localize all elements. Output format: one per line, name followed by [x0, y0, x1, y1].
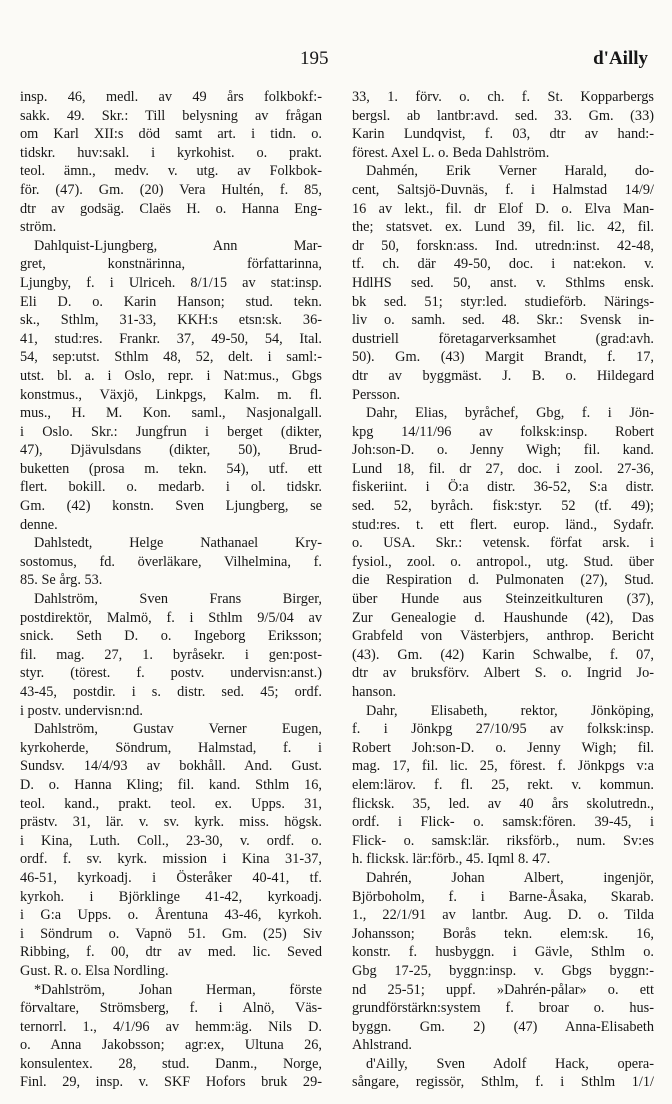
text-line: fiskeriint. i Ö:a distr. 36-52, S:a distr. [352, 479, 654, 496]
text-line: 46-51, kyrkoadj. i Österåker 40-41, tf. [20, 869, 322, 886]
text-line: i postv. undervisn:nd. [20, 702, 143, 719]
text-line: o. Anna Jakobsson; agr:ex, Ultuna 26, [20, 1037, 322, 1054]
text-line: h. flicksk. lär:förb., 45. Iqml 8. 47. [352, 851, 551, 868]
text-line: 54, sep:utst. Sthlm 48, 52, delt. i saml:- [20, 349, 322, 366]
text-line: ordf. i Flick- o. samsk:fören. 39-45, i [352, 814, 654, 831]
text-line: konstr. f. husbyggn. i Gävle, Sthlm o. [352, 944, 654, 961]
text-line: förest. Axel L. o. Beda Dahlström. [352, 144, 550, 161]
text-line: Dahr, Elias, byråchef, Gbg, f. i Jön- [366, 405, 654, 422]
text-line: dustriell företagarverksamhet (grad:avh. [352, 330, 654, 347]
text-line: 50). Gm. (43) Margit Brandt, f. 17, [352, 349, 654, 366]
text-line: the; statsvet. ex. Lund 39, fil. lic. 42, fil. [352, 219, 654, 236]
text-line: Johansson; Borås tekn. elem:sk. 16, [352, 925, 654, 942]
text-line: elem:lärov. f. fl. 25, rekt. v. kommun. [352, 776, 654, 793]
text-line: teol. kand., prakt. teol. ex. Upps. 31, [20, 795, 322, 812]
text-line: sed. 52, byråch. fisk:styr. 52 (tf. 49); [352, 498, 654, 515]
text-line: flert. bokill. o. medarb. i ol. tidskr. [20, 479, 322, 496]
text-line: tidskr. huv:sakl. i kyrkohist. o. prakt. [20, 144, 322, 161]
text-line: stud:res. t. ett flert. europ. länd., Sydafr. [352, 516, 654, 533]
text-line: o. USA. Skr.: vetensk. förfat arsk. i [352, 535, 654, 552]
text-line: f. i Jönkpg 27/10/95 av folksk:insp. [352, 721, 654, 738]
text-line: 33, 1. förv. o. ch. f. St. Kopparbergs [352, 89, 654, 105]
text-line: Dahr, Elisabeth, rektor, Jönköping, [366, 702, 654, 719]
text-line: gret, konstnärinna, författarinna, [20, 256, 322, 273]
running-head: d'Ailly [593, 48, 648, 69]
text-line: ström. [20, 219, 57, 236]
text-line: Ahlstrand. [352, 1037, 412, 1054]
text-line: denne. [20, 516, 58, 533]
text-line: Dahlquist-Ljungberg, Ann Mar- [34, 237, 322, 254]
text-line: *Dahlström, Johan Herman, förste [34, 981, 322, 998]
text-line: sakk. 49. Skr.: Till belysning av frågan [20, 107, 322, 124]
text-line: Ljungby, f. i Ulriceh. 8/1/15 av stat:insp. [20, 274, 322, 291]
text-line: flicksk. 35, led. av 40 års skolutredn., [352, 795, 654, 812]
text-line: byggn. Gm. 2) (47) Anna-Elisabeth [352, 1018, 654, 1035]
text-line: hanson. [352, 684, 397, 700]
text-line: cent, Saltsjö-Duvnäs, f. i Halmstad 14/9/ [352, 181, 654, 198]
text-line: tf. ch. där 49-50, doc. i nat:ekon. v. [352, 256, 654, 273]
text-line: dtr av godsäg. Claës H. o. Hanna Eng- [20, 200, 322, 217]
text-line: fysiol., zool. o. antropol., utg. Stud. über [352, 553, 654, 570]
text-line: D. o. Hanna Kling; fil. kand. Sthlm 16, [20, 776, 322, 793]
text-line: Eli D. o. Karin Hanson; stud. tekn. [20, 293, 322, 310]
text-line: sångare, regissör, Sthlm, f. i Sthlm 1/1/ [352, 1074, 654, 1091]
text-line: bergsl. ab lantbr:avd. sed. 33. Gm. (33) [352, 107, 654, 124]
text-line: Dahmén, Erik Verner Harald, do- [366, 163, 654, 180]
left-column [20, 88, 322, 1092]
text-line: för. (47). Gm. (20) Vera Hultén, f. 85, [20, 181, 322, 198]
text-line: die Respiration d. Pulmonaten (27), Stud. [352, 572, 654, 589]
text-line: Dahlström, Sven Frans Birger, [34, 591, 322, 608]
text-line: ordf. f. sv. kyrk. mission i Kina 31-37, [20, 851, 322, 868]
right-column [352, 88, 654, 1092]
text-line: konsulentex. 28, stud. Danm., Norge, [20, 1055, 322, 1072]
text-line: om Karl XII:s död samt art. i tidn. o. [20, 126, 322, 143]
page-number: 195 [300, 48, 329, 69]
text-line: (43). Gm. (42) Karin Schwalbe, f. 07, [352, 646, 654, 663]
text-line: 1., 22/1/91 av lantbr. Aug. D. o. Tilda [352, 907, 654, 924]
text-line: i Oslo. Skr.: Jungfrun i berget (dikter, [20, 423, 322, 440]
text-line: snick. Seth D. o. Ingeborg Eriksson; [20, 628, 322, 645]
text-line: utst. bl. a. i Oslo, repr. i Nat:mus., Gbgs [20, 367, 322, 384]
text-line: ternorrl. 1., 4/1/96 av hemm:äg. Nils D. [20, 1018, 322, 1035]
text-line: Zur Genealogie d. Haushunde (42), Das [352, 609, 654, 626]
text-line: Karin Lundqvist, f. 03, dtr av hand:- [352, 126, 654, 143]
text-line: styr. (törest. f. postv. undervisn:anst.) [20, 665, 322, 682]
text-line: Björboholm, f. i Barne-Åsaka, Skarab. [352, 888, 654, 905]
text-line: liv o. samh. sed. 48. Skr.: Svensk in- [352, 312, 654, 329]
text-line: bk sed. 51; styr:led. studieförb. Närings- [352, 293, 654, 310]
text-line: prästv. 31, lär. v. sv. kyrk. miss. högsk. [20, 814, 322, 831]
text-line: i Söndrum o. Vapnö 51. Gm. (25) Siv [20, 925, 322, 942]
text-line: Dahlstedt, Helge Nathanael Kry- [34, 535, 322, 552]
text-line: postdirektör, Malmö, f. i Sthlm 9/5/04 av [20, 609, 322, 626]
text-line: kyrkoherde, Söndrum, Halmstad, f. i [20, 739, 322, 756]
text-line: Gust. R. o. Elsa Nordling. [20, 962, 169, 979]
text-line: Persson. [352, 386, 401, 403]
text-line: Sundsv. 14/4/93 av bokhåll. And. Gust. [20, 758, 322, 775]
text-line: insp. 46, medl. av 49 års folkbokf:- [20, 89, 322, 105]
text-line: 16 av lekt., fil. dr Elof D. o. Elva Man- [352, 200, 654, 217]
text-line: 85. Se årg. 53. [20, 572, 103, 589]
text-line: buketten (prosa m. tekn. 54), utf. ett [20, 460, 322, 477]
text-line: fil. mag. 27, 1. byråsekr. i gen:post- [20, 646, 322, 663]
text-line: teol. ämn., medv. v. utg. av Folkbok- [20, 163, 322, 180]
text-line: über Hunde aus Steinzeitkulturen (37), [352, 591, 654, 608]
text-line: konstmus., Växjö, Linkpgs, Kalm. m. fl. [20, 386, 322, 403]
text-line: 43-45, postdir. i s. distr. sed. 45; ordf. [20, 684, 322, 700]
text-line: mus., H. M. Kon. saml., Nasjonalgall. [20, 405, 322, 422]
text-line: i G:a Upps. o. Årentuna 43-46, kyrkoh. [20, 907, 322, 924]
text-line: Flick- o. samsk:lär. riksförb., num. Sv:es [352, 832, 654, 849]
text-line: dtr av byggmäst. J. B. o. Hildegard [352, 367, 654, 384]
text-line: 47), Djävulsdans (dikter, 50), Brud- [20, 442, 322, 459]
text-line: Gm. (42) konstn. Sven Ljungberg, se [20, 498, 322, 515]
text-line: sostomus, fd. överläkare, Vilhelmina, f. [20, 553, 322, 570]
text-line: Robert Joh:son-D. o. Jenny Wigh; fil. [352, 739, 654, 756]
text-line: Grabfeld von Västerbjers, anthrop. Bericht [352, 628, 654, 645]
text-line: förvaltare, Strömsberg, f. i Alnö, Väs- [20, 1000, 322, 1017]
text-line: Gbg 17-25, byggn:insp. v. Gbgs byggn:- [352, 962, 654, 979]
text-line: dr 50, forskn:ass. Ind. utredn:inst. 42-48, [352, 237, 654, 254]
text-line: Dahlström, Gustav Verner Eugen, [34, 721, 322, 738]
text-line: Joh:son-D. o. Jenny Wigh; fil. kand. [352, 442, 654, 459]
text-line: sk., Sthlm, 31-33, KKH:s etsn:sk. 36- [20, 312, 322, 329]
text-line: Ribbing, f. 00, dtr av med. lic. Seved [20, 944, 322, 961]
text-line: kpg 14/11/96 av folksk:insp. Robert [352, 423, 654, 440]
text-line: HdlHS sed. 50, anst. v. Sthlms ensk. [352, 274, 654, 291]
text-line: dtr av bruksförv. Albert S. o. Ingrid Jo- [352, 665, 654, 682]
text-line: Finl. 29, insp. v. SKF Hofors bruk 29- [20, 1074, 322, 1091]
text-line: 41, stud:res. Frankr. 37, 49-50, 54, Ital. [20, 330, 322, 347]
text-line: grundförstärkn:system f. broar o. hus- [352, 1000, 654, 1017]
text-line: i Kina, Luth. Coll., 23-30, v. ordf. o. [20, 832, 322, 849]
text-line: Lund 18, fil. dr 27, doc. i zool. 27-36, [352, 460, 654, 477]
text-line: d'Ailly, Sven Adolf Hack, opera- [366, 1055, 654, 1072]
text-line: kyrkoh. i Björklinge 41-42, kyrkoadj. [20, 888, 322, 905]
text-line: mag. 17, fil. lic. 25, förest. f. Jönkpgs v:a [352, 758, 654, 775]
text-line: nd 25-51; uppf. »Dahrén-pålar» o. ett [352, 981, 654, 998]
text-line: Dahrén, Johan Albert, ingenjör, [366, 869, 654, 886]
